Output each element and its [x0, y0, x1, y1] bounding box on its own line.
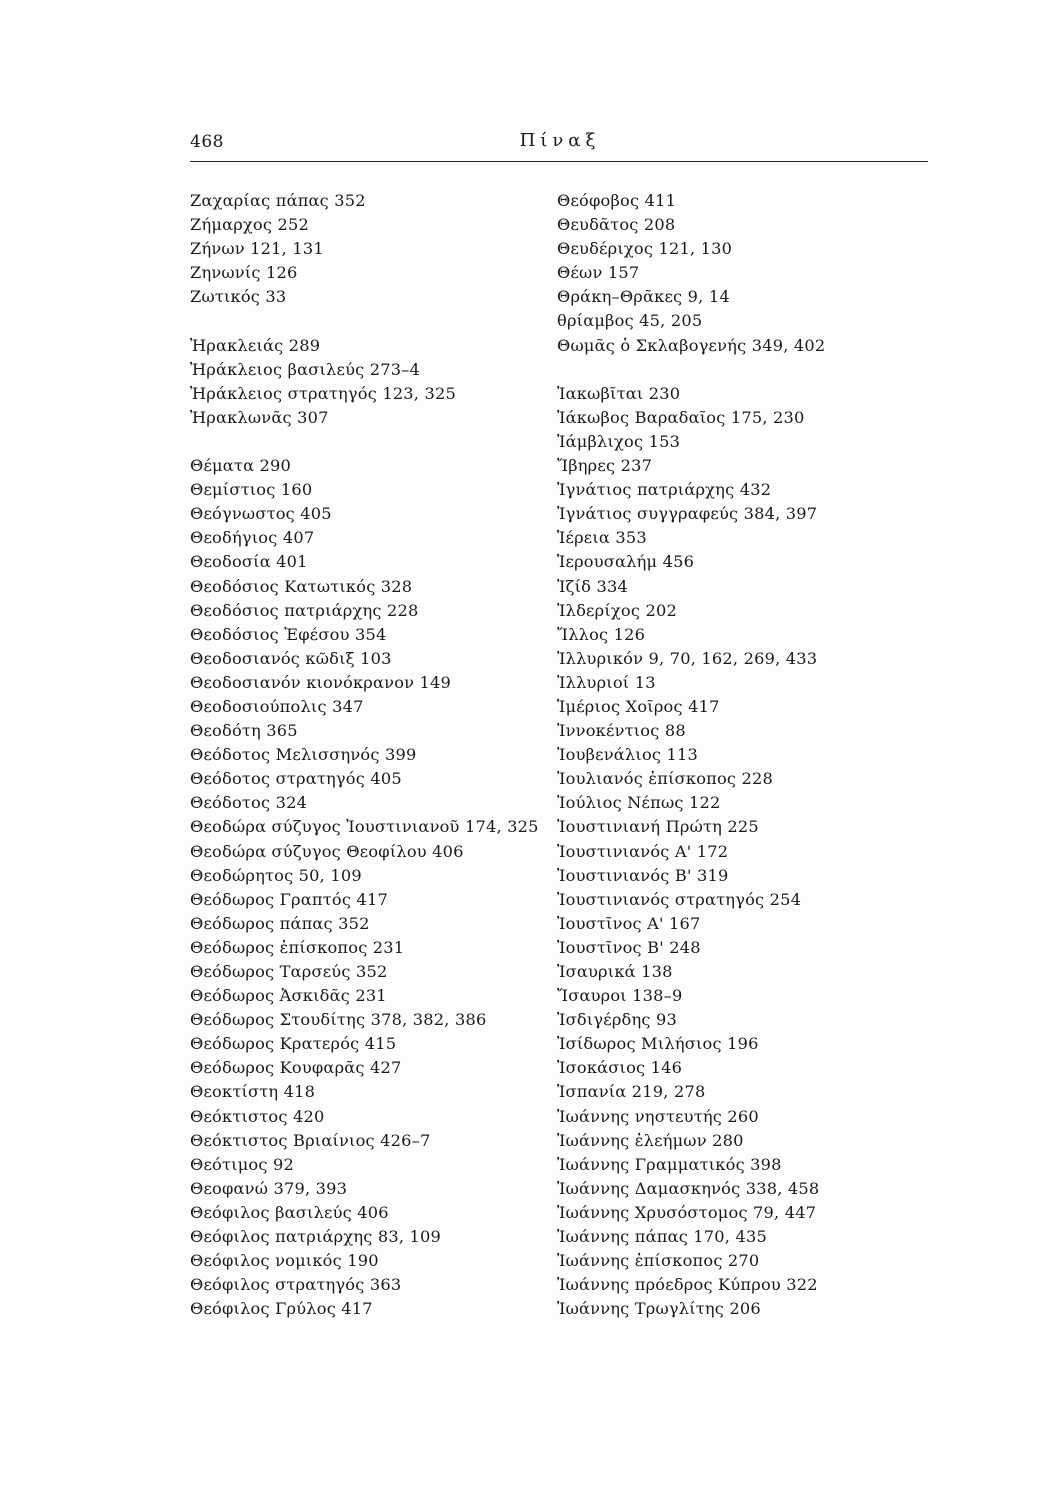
index-entry: Θέματα 290	[190, 456, 292, 476]
index-entry: Θεόκτιστος 420	[190, 1106, 325, 1126]
index-entry: Ἱμέριος Χοῖρος 417	[557, 696, 720, 716]
index-entry: Ἰουστινιανή Πρώτη 225	[557, 817, 759, 837]
index-entry: Θεόδωρος Ταρσεύς 352	[190, 962, 388, 981]
index-entry: Θράκη–Θρᾶκες 9, 14	[557, 287, 730, 307]
index-entry: Θεόφιλος νομικός 190	[190, 1251, 379, 1271]
index-entry: Θεοδόσιος Ἐφέσου 354	[190, 624, 387, 644]
index-entry: Θεόφιλος πατριάρχης 83, 109	[190, 1227, 442, 1247]
index-entry: Ἡράκλειος βασιλεύς 273–4	[190, 359, 421, 379]
index-entry: Ἴλλος 126	[557, 624, 646, 644]
index-entry: Ἱερουσαλήμ 456	[557, 552, 695, 572]
index-entry: Ἰωάννης Χρυσόστομος 79, 447	[557, 1202, 817, 1222]
index-entry: Ἰλλυριοί 13	[557, 672, 656, 692]
index-entry: Ζήμαρχος 252	[190, 215, 309, 235]
index-entry: Ἰουβενάλιος 113	[557, 745, 698, 765]
index-section-gap	[190, 309, 550, 333]
index-entry: Ἰωάννης Δαμασκηνός 338, 458	[557, 1178, 820, 1198]
index-entry: Ἰούλιος Νέπως 122	[557, 793, 721, 813]
index-entry: Ἰουστινιανός στρατηγός 254	[557, 889, 802, 909]
index-entry: Θεοδοσιανός κῶδιξ 103	[190, 648, 392, 668]
index-entry: Θεόφιλος στρατηγός 363	[190, 1275, 402, 1295]
index-entry: Ζαχαρίας πάπας 352	[190, 191, 366, 210]
index-entry: Ἰγνάτιος πατριάρχης 432	[557, 480, 772, 500]
index-entry: Ἰουστινιανός Α' 172	[557, 841, 729, 861]
index-entry: Θεόδωρος πάπας 352	[190, 913, 370, 933]
index-entry: Ἱσπανία 219, 278	[557, 1082, 706, 1102]
index-entry: Θεόδωρος Κρατερός 415	[190, 1034, 397, 1054]
index-entry: Ἰννοκέντιος 88	[557, 721, 686, 741]
index-entry: Ἰακωβῖται 230	[557, 383, 681, 403]
index-entry: Θεόδοτος Μελισσηνός 399	[190, 745, 417, 765]
index-entry: Θεοδόσιος πατριάρχης 228	[190, 600, 419, 620]
index-entry: Ἰσίδωρος Μιλήσιος 196	[557, 1034, 759, 1054]
index-entry: Θεοδότη 365	[190, 721, 298, 741]
index-entry: Θεόφιλος βασιλεύς 406	[190, 1202, 389, 1222]
index-entry: Ἰζίδ 334	[557, 576, 628, 596]
index-column-right	[557, 189, 937, 1321]
index-entry: Ἴβηρες 237	[557, 456, 653, 476]
index-entry: Θεοδώρα σύζυγος Θεοφίλου 406	[190, 841, 464, 861]
index-entry: Ζήνων 121, 131	[190, 239, 324, 259]
index-entry: Θεόδοτος στρατηγός 405	[190, 769, 402, 789]
index-entry: Θεοδώρα σύζυγος Ἰουστινιανοῦ 174, 325	[190, 817, 539, 837]
index-entry: Θεοδώρητος 50, 109	[190, 865, 362, 885]
index-entry: Θεοδοσία 401	[190, 552, 308, 572]
index-entry: Θεόδωρος Κουφαρᾶς 427	[190, 1058, 402, 1078]
index-entry: Ἰουστῖνος Β' 248	[557, 937, 701, 957]
index-entry: Θεόφιλος Γρύλος 417	[190, 1299, 373, 1319]
index-entry: Θευδᾶτος 208	[557, 215, 676, 235]
index-entry: Θωμᾶς ὁ Σκλαβογενής 349, 402	[557, 335, 826, 355]
index-entry: Ζηνωνίς 126	[190, 263, 298, 283]
index-entry: Θεόγνωστος 405	[190, 504, 332, 524]
index-entry: Θευδέριχος 121, 130	[557, 239, 733, 259]
index-entry: Ἰωάννης ἐπίσκοπος 270	[557, 1251, 760, 1271]
index-entry: Ἰουστῖνος Α' 167	[557, 913, 701, 933]
index-entry: Ἰωάννης ἐλεήμων 280	[557, 1130, 744, 1150]
index-entry: Ἡρακλειάς 289	[190, 335, 321, 355]
index-entry: Θεοδοσιανόν κιονόκρανον 149	[190, 672, 452, 692]
index-entry: Ἰσοκάσιος 146	[557, 1058, 683, 1078]
index-entry: Ἰσδιγέρδης 93	[557, 1010, 678, 1030]
index-entry: Ἰωάννης Γραμματικός 398	[557, 1154, 782, 1174]
page-header	[190, 130, 928, 160]
index-entry: Θεόδωρος ἐπίσκοπος 231	[190, 937, 405, 957]
index-entry: Ἰωάννης πάπας 170, 435	[557, 1227, 767, 1247]
index-entry: Ἰουλιανός ἐπίσκοπος 228	[557, 769, 774, 789]
index-entry: Ἰσαυρικά 138	[557, 962, 673, 981]
index-entry: Θεόδωρος Γραπτός 417	[190, 889, 388, 909]
index-entry: θρίαμβος 45, 205	[557, 311, 703, 331]
index-entry: Ἰλδερίχος 202	[557, 600, 677, 620]
index-entry: Ἰάμβλιχος 153	[557, 431, 681, 451]
index-entry: Ἱέρεια 353	[557, 528, 647, 548]
index-section-gap	[190, 430, 550, 454]
index-entry: Θέων 157	[557, 263, 640, 283]
index-entry: Ἰάκωβος Βαραδαῖος 175, 230	[557, 407, 805, 427]
index-entry: Θεόδωρος Ἀσκιδᾶς 231	[190, 986, 387, 1006]
index-entry: Ἴσαυροι 138–9	[557, 986, 683, 1006]
index-entry: Ἰωάννης Τρωγλίτης 206	[557, 1299, 761, 1319]
index-entry: Θεοφανώ 379, 393	[190, 1178, 348, 1198]
index-entry: Θεοδήγιος 407	[190, 528, 315, 548]
index-column-left	[190, 189, 550, 1321]
index-entry: Ζωτικός 33	[190, 287, 287, 307]
index-entry: Θεοδοσιούπολις 347	[190, 696, 364, 716]
index-entry: Θεόδοτος 324	[190, 793, 308, 813]
index-entry: Θεότιμος 92	[190, 1154, 294, 1174]
index-entry: Ἰωάννης νηστευτής 260	[557, 1106, 759, 1126]
index-entry: Ἰλλυρικόν 9, 70, 162, 269, 433	[557, 648, 818, 668]
index-entry: Θεοκτίστη 418	[190, 1082, 316, 1102]
page-number: 468	[190, 132, 224, 152]
index-entry: Ἰγνάτιος συγγραφεύς 384, 397	[557, 504, 818, 524]
header-rule	[190, 161, 928, 162]
running-title: Πίναξ	[519, 130, 601, 151]
index-entry: Θεόδωρος Στουδίτης 378, 382, 386	[190, 1010, 487, 1030]
index-entry: Ἡρακλωνᾶς 307	[190, 407, 329, 427]
index-entry: Ἡράκλειος στρατηγός 123, 325	[190, 383, 456, 403]
index-entry: Θεμίστιος 160	[190, 480, 313, 500]
index-entry: Θεοδόσιος Κατωτικός 328	[190, 576, 413, 596]
index-entry: Θεόκτιστος Βριαίνιος 426–7	[190, 1130, 431, 1150]
index-section-gap	[557, 358, 937, 382]
index-entry: Ἰουστινιανός Β' 319	[557, 865, 729, 885]
index-entry: Ἰωάννης πρόεδρος Κύπρου 322	[557, 1275, 818, 1295]
index-entry: Θεόφοβος 411	[557, 191, 677, 210]
